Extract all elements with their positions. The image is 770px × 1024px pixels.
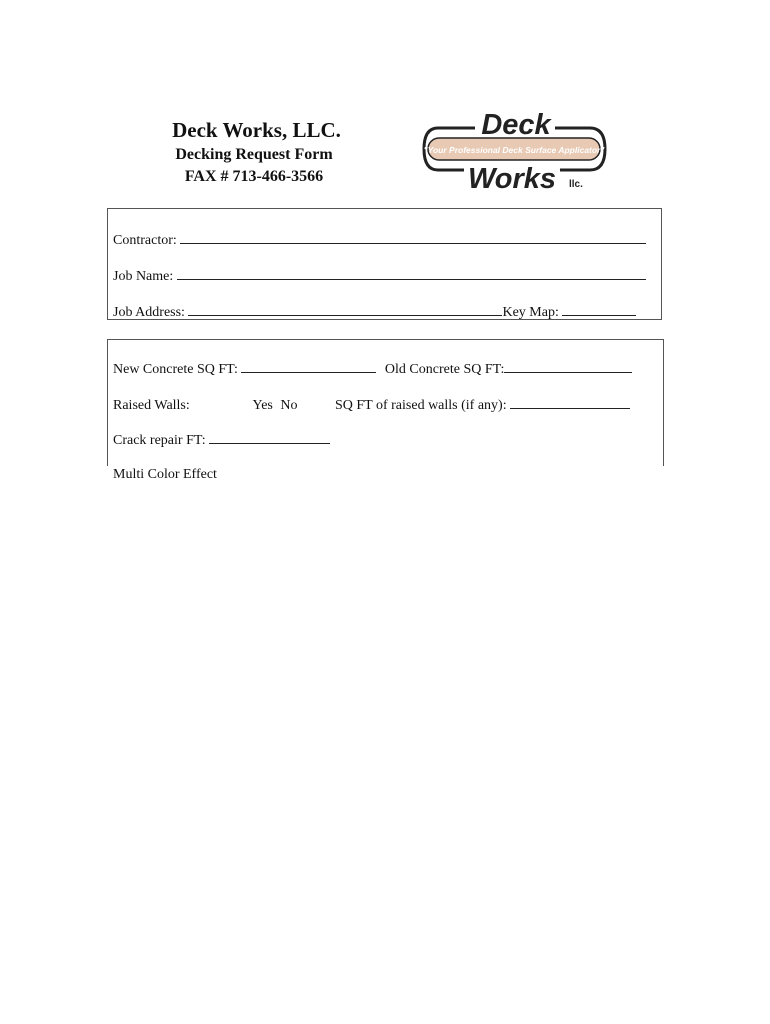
- contractor-label: Contractor:: [113, 233, 177, 248]
- job-name-field[interactable]: [177, 267, 646, 280]
- job-address-row: [113, 303, 636, 321]
- form-title: Decking Request Form: [175, 146, 333, 163]
- logo-tagline: "Your Professional Deck Surface Applicator": [423, 145, 605, 155]
- job-address-label: Job Address:: [113, 305, 185, 320]
- new-concrete-field[interactable]: [241, 360, 376, 373]
- crack-repair-field[interactable]: [209, 431, 330, 444]
- old-concrete-label: Old Concrete SQ FT:: [384, 362, 505, 377]
- job-name-row: [113, 267, 646, 285]
- raised-walls-no[interactable]: No: [280, 398, 298, 413]
- company-name: Deck Works, LLC.: [172, 118, 341, 142]
- crack-repair-label: Crack repair FT:: [113, 433, 206, 448]
- crack-repair-row: [113, 431, 330, 449]
- deck-works-logo: [420, 108, 610, 192]
- key-map-field[interactable]: [562, 303, 636, 316]
- logo-word-deck: Deck: [481, 109, 551, 141]
- raised-walls-sqft-label: SQ FT of raised walls (if any):: [335, 398, 507, 413]
- job-address-field[interactable]: [188, 303, 502, 316]
- raised-walls-row: [113, 396, 630, 414]
- new-concrete-label: New Concrete SQ FT:: [113, 362, 238, 377]
- logo-suffix: llc.: [569, 179, 583, 190]
- raised-walls-yes[interactable]: Yes: [252, 398, 273, 413]
- old-concrete-field[interactable]: [504, 360, 632, 373]
- job-name-label: Job Name:: [113, 269, 174, 284]
- raised-walls-sqft-field[interactable]: [510, 396, 630, 409]
- contractor-row: [113, 231, 646, 249]
- contractor-field[interactable]: [180, 231, 646, 244]
- fax-number: FAX # 713-466-3566: [184, 168, 324, 185]
- multi-color-row: [113, 467, 217, 483]
- multi-color-label: Multi Color Effect: [113, 467, 217, 482]
- logo-word-works: Works: [467, 163, 557, 192]
- key-map-label: Key Map:: [502, 305, 559, 320]
- concrete-row: [113, 360, 632, 378]
- raised-walls-label: Raised Walls:: [113, 398, 190, 413]
